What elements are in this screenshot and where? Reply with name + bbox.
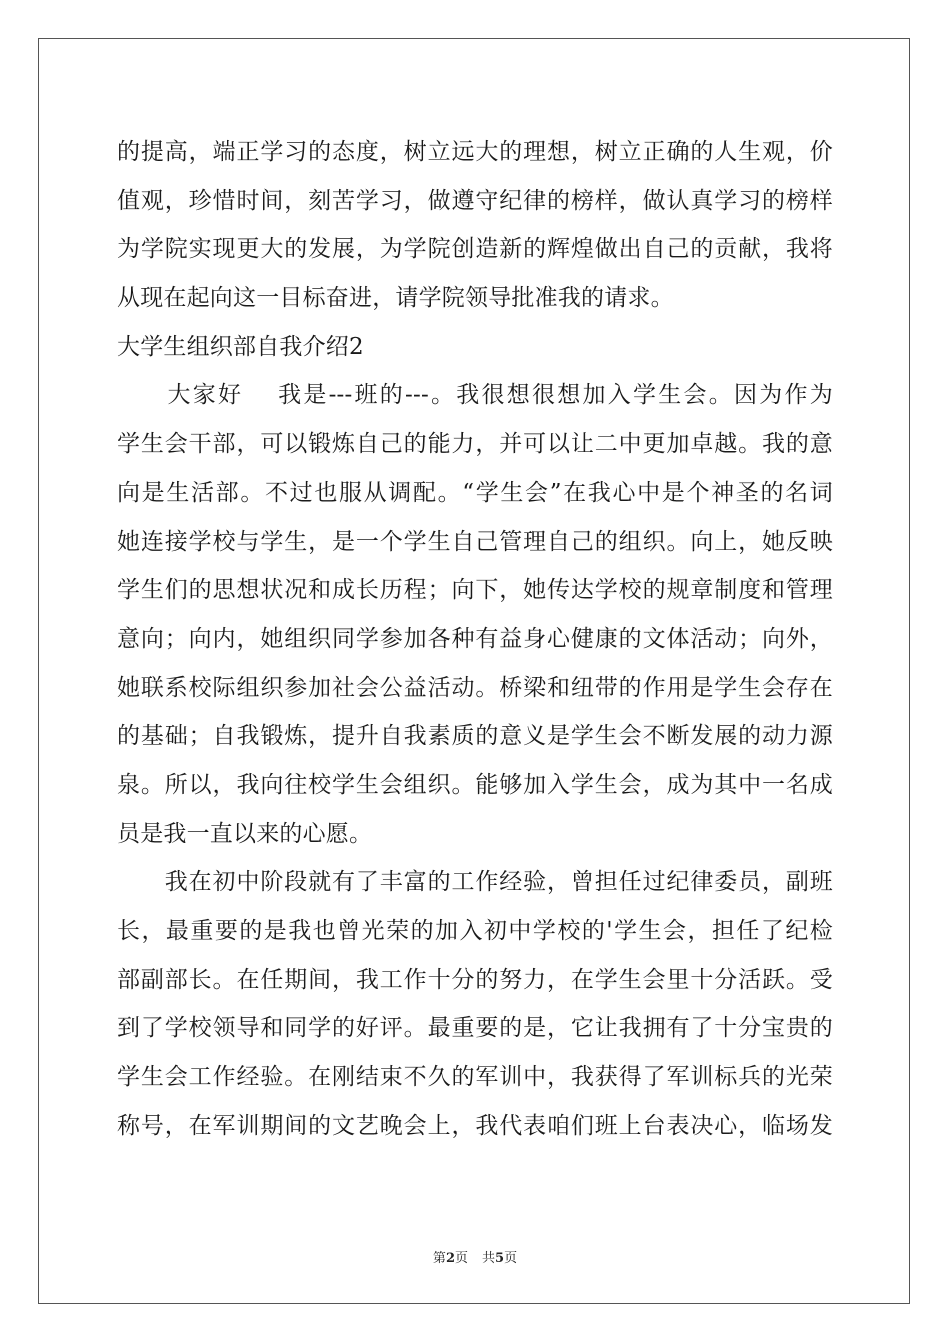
text-line: 为学院实现更大的发展，为学院创造新的辉煌做出自己的贡献，我将 bbox=[117, 236, 833, 263]
text-line: 向是生活部。不过也服从调配。“学生会”在我心中是个神圣的名词 bbox=[117, 479, 833, 506]
text-line: 学生会工作经验。在刚结束不久的军训中，我获得了军训标兵的光荣 bbox=[117, 1064, 833, 1091]
text-line: 称号，在军训期间的文艺晚会上，我代表咱们班上台表决心，临场发 bbox=[117, 1112, 833, 1139]
text-line: 到了学校领导和同学的好评。最重要的是，它让我拥有了十分宝贵的 bbox=[117, 1015, 833, 1042]
text-line: 大家好 我是---班的---。我很想很想加入学生会。因为作为 bbox=[117, 382, 833, 409]
section-heading: 大学生组织部自我介绍2 bbox=[117, 333, 364, 360]
text-line: 从现在起向这一目标奋进，请学院领导批准我的请求。 bbox=[117, 285, 674, 312]
document-body bbox=[117, 128, 833, 1150]
text-line: 意向；向内，她组织同学参加各种有益身心健康的文体活动；向外， bbox=[117, 625, 833, 652]
text-line: 的基础；自我锻炼，提升自我素质的意义是学生会不断发展的动力源 bbox=[117, 723, 833, 750]
text-line: 值观，珍惜时间，刻苦学习，做遵守纪律的榜样，做认真学习的榜样 bbox=[117, 187, 833, 214]
text-line: 员是我一直以来的心愿。 bbox=[117, 820, 373, 847]
page-total: 共5页 bbox=[482, 1251, 518, 1266]
page-footer bbox=[0, 1247, 950, 1266]
text-line: 她联系校际组织参加社会公益活动。桥梁和纽带的作用是学生会存在 bbox=[117, 674, 833, 701]
text-line: 泉。所以，我向往校学生会组织。能够加入学生会，成为其中一名成 bbox=[117, 771, 833, 798]
text-line: 的提高，端正学习的态度，树立远大的理想，树立正确的人生观，价 bbox=[117, 139, 833, 165]
text-line: 我在初中阶段就有了丰富的工作经验，曾担任过纪律委员，副班 bbox=[117, 869, 833, 896]
text-line: 学生们的思想状况和成长历程；向下，她传达学校的规章制度和管理 bbox=[117, 577, 833, 604]
text-line: 学生会干部，可以锻炼自己的能力，并可以让二中更加卓越。我的意 bbox=[117, 431, 833, 458]
text-line: 她连接学校与学生，是一个学生自己管理自己的组织。向上，她反映 bbox=[117, 528, 833, 555]
text-line: 长，最重要的是我也曾光荣的加入初中学校的'学生会，担任了纪检 bbox=[117, 918, 833, 944]
page-number: 第2页 bbox=[432, 1251, 468, 1266]
text-line: 部副部长。在任期间，我工作十分的努力，在学生会里十分活跃。受 bbox=[117, 966, 833, 993]
